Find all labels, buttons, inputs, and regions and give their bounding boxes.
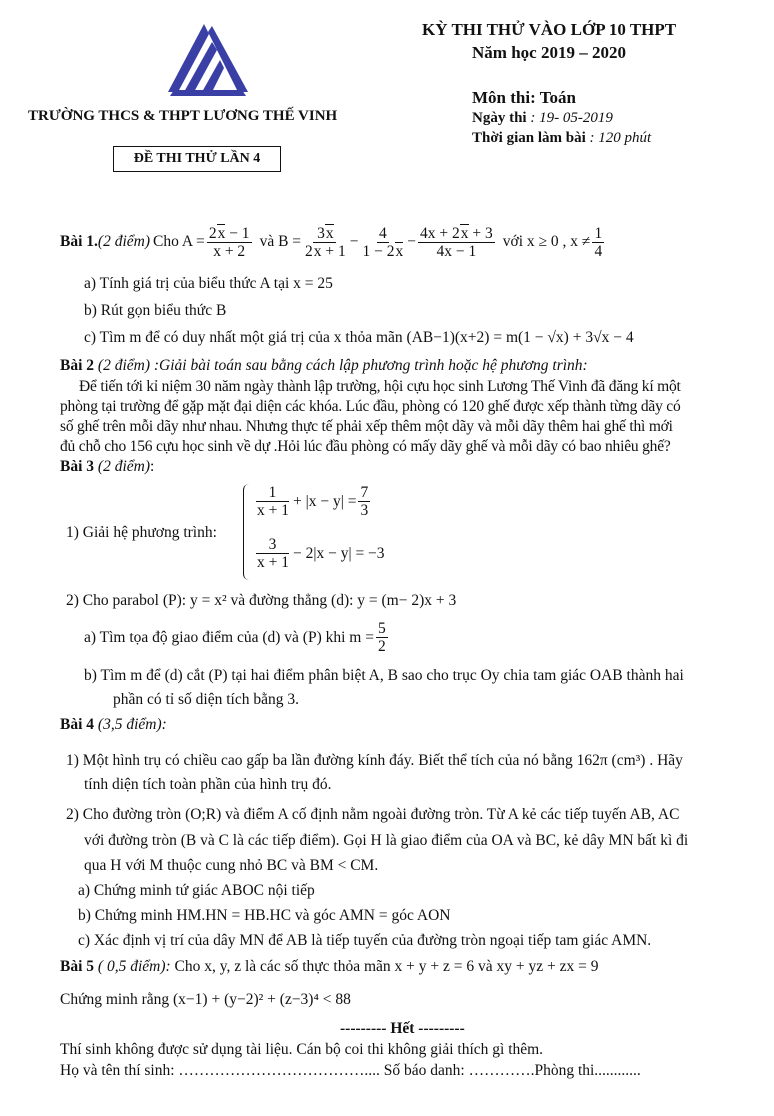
bai2-points: (2 điểm) xyxy=(94,357,150,374)
fraction-B1: $\frac{3x}{2x + 1}$ xyxy=(305,224,346,260)
system-eq2: $\frac{3}{x + 1}$ − 2|x − y| = −3 xyxy=(257,536,385,571)
bai1-condition: với x ≥ 0 , x ≠ xyxy=(502,233,591,250)
bai1-title: Bài 1. xyxy=(60,233,98,250)
bai5-statement xyxy=(60,958,599,976)
date-label: Ngày thi xyxy=(472,110,527,126)
bai3-colon: : xyxy=(149,458,155,475)
date-value: : 19- 05-2019 xyxy=(526,110,613,126)
system-brace xyxy=(243,484,252,580)
bai5-text: Cho x, y, z là các số thực thỏa mãn x + y + z = 6 và xy + yz + zx = 9 xyxy=(170,958,599,975)
bai4-qc: c) Xác định vị trí của dây MN để AB là tiếp tuyến của đường tròn ngoại tiếp tam giác AMN. xyxy=(78,932,652,949)
bai4-points: (3,5 điểm): xyxy=(94,716,167,733)
bai4-heading xyxy=(60,716,167,734)
exam-date xyxy=(472,110,613,127)
bai4-qa: a) Chứng minh tứ giác ABOC nội tiếp xyxy=(78,882,315,899)
bai1-and-B: và B = xyxy=(259,233,302,250)
bai4-q1-line1: 1) Một hình trụ có chiều cao gấp ba lần đường kính đáy. Biết thể tích của nó bằng 162π (cm³) . Hãy xyxy=(66,752,683,769)
school-name: TRƯỜNG THCS & THPT LƯƠNG THẾ VINH xyxy=(28,108,338,124)
bai1-a: a) Tính giá trị của biểu thức A tại x = 25 xyxy=(84,275,333,292)
eq1-tail: + |x − y| = xyxy=(293,492,357,510)
bai2-line-2: phòng tại trường để gặp mặt đại diện các khóa. Lúc đầu, phòng có 120 ghế được xếp thành từng dãy có xyxy=(60,398,681,415)
bai3-p2b-2: phần có tỉ số diện tích bằng 3. xyxy=(113,691,299,708)
bai4-q2-line2: với đường tròn (B và C là các tiếp điểm). Gọi H là giao điểm của OA và BC, kẻ dây MN bất kì đi xyxy=(84,832,689,849)
bai1-b: b) Rút gọn biểu thức B xyxy=(84,302,227,319)
bai5-title: Bài 5 xyxy=(60,958,95,975)
school-logo xyxy=(160,20,250,100)
school-year: Năm học 2019 – 2020 xyxy=(472,43,626,62)
bai2-heading xyxy=(60,357,588,375)
bai3-heading xyxy=(60,458,154,476)
bai1-statement: Bài 1. (2 điểm) Cho A = $\frac{2x - 1}{x + 2}$ và B = $\frac{3x}{2x + 1}$ − $\frac{4}{1 - 2x}$ − $\frac{4x + 2x + 3}{4x - 1}$ với x ≥ 0 , x ≠ $\frac{1}{4}$ xyxy=(60,224,603,260)
candidate-info: Họ và tên thí sinh: ……………………………….... Số báo danh: ………….Phòng thi............ xyxy=(60,1062,641,1079)
bai2-title: Bài 2 xyxy=(60,357,95,374)
bai5-prove: Chứng minh rằng (x−1) + (y−2)² + (z−3)⁴ < 88 xyxy=(60,991,351,1008)
bai1-c: c) Tìm m để có duy nhất một giá trị của x thỏa mãn (AB−1)(x+2) = m(1 − √x) + 3√x − 4 xyxy=(84,329,634,346)
bai1-points: (2 điểm) xyxy=(97,233,150,250)
bai4-q2-line1: 2) Cho đường tròn (O;R) và điểm A cố định nằm ngoài đường tròn. Từ A kẻ các tiếp tuyến AB, AC xyxy=(66,806,680,823)
bai4-title: Bài 4 xyxy=(60,716,95,733)
bai3-title: Bài 3 xyxy=(60,458,95,475)
bai5-points: ( 0,5 điểm): xyxy=(94,958,171,975)
footer-note: Thí sinh không được sử dụng tài liệu. Cán bộ coi thi không giải thích gì thêm. xyxy=(60,1041,544,1058)
eq2-tail: − 2|x − y| = −3 xyxy=(293,544,385,562)
bai2-instruction: :Giải bài toán sau bằng cách lập phương trình hoặc hệ phương trình: xyxy=(149,357,588,374)
fraction-quarter: $\frac{1}{4}$ xyxy=(594,224,603,260)
time-label: Thời gian làm bài xyxy=(472,130,586,146)
bai4-q1-line2: tính diện tích toàn phần của hình trụ đó. xyxy=(84,776,332,793)
bai3-p2b-1: b) Tìm m để (d) cắt (P) tại hai điểm phân biệt A, B sao cho trục Oy chia tam giác OAB thành hai xyxy=(84,667,684,684)
bai3-p2a-text: a) Tìm tọa độ giao điểm của (d) và (P) khi m = xyxy=(84,628,374,646)
exam-duration xyxy=(472,130,651,147)
subject: Môn thi: Toán xyxy=(472,88,576,107)
bai2-line-4: đủ chỗ cho 156 cựu học sinh về dự .Hỏi lúc đầu phòng có mấy dãy ghế và mỗi dãy có bao nhiêu ghế? xyxy=(60,438,671,455)
bai3-p2a: a) Tìm tọa độ giao điểm của (d) và (P) khi m = $\frac{5}{2}$ xyxy=(84,620,386,655)
fraction-B2: $\frac{4}{1 - 2x}$ xyxy=(362,224,404,260)
bai3-p2: 2) Cho parabol (P): y = x² và đường thẳng (d): y = (m− 2)x + 3 xyxy=(66,592,457,609)
attempt-label: ĐỀ THI THỬ LẦN 4 xyxy=(133,151,261,166)
exam-title: KỲ THI THỬ VÀO LỚP 10 THPT xyxy=(422,20,677,39)
fraction-B3: $\frac{4x + 2x + 3}{4x - 1}$ xyxy=(420,224,493,260)
bai2-line-3: số ghế trên mỗi dãy như nhau. Nhưng thực tế phải xếp thêm một dãy và mỗi dãy thêm hai ghế thì mới xyxy=(60,418,673,435)
bai3-points: (2 điểm) xyxy=(94,458,150,475)
attempt-box xyxy=(113,146,281,172)
end-marker: --------- Hết --------- xyxy=(340,1020,465,1037)
time-value: : 120 phút xyxy=(585,130,652,146)
system-eq1: $\frac{1}{x + 1}$ + |x − y| = $\frac{7}{3}$ xyxy=(257,484,369,519)
fraction-A: $\frac{2x - 1}{x + 2}$ xyxy=(208,224,250,260)
bai1-intro: Cho A = xyxy=(152,233,205,250)
bai3-p1: 1) Giải hệ phương trình: xyxy=(66,524,217,541)
bai2-line-1: Để tiến tới kỉ niệm 30 năm ngày thành lập trường, hội cựu học sinh Lương Thế Vinh đã đăng kí một xyxy=(79,378,681,395)
bai4-q2-line3: qua H với M thuộc cung nhỏ BC và BM < CM. xyxy=(84,857,379,874)
bai4-qb: b) Chứng minh HM.HN = HB.HC và góc AMN = góc AON xyxy=(78,907,451,924)
